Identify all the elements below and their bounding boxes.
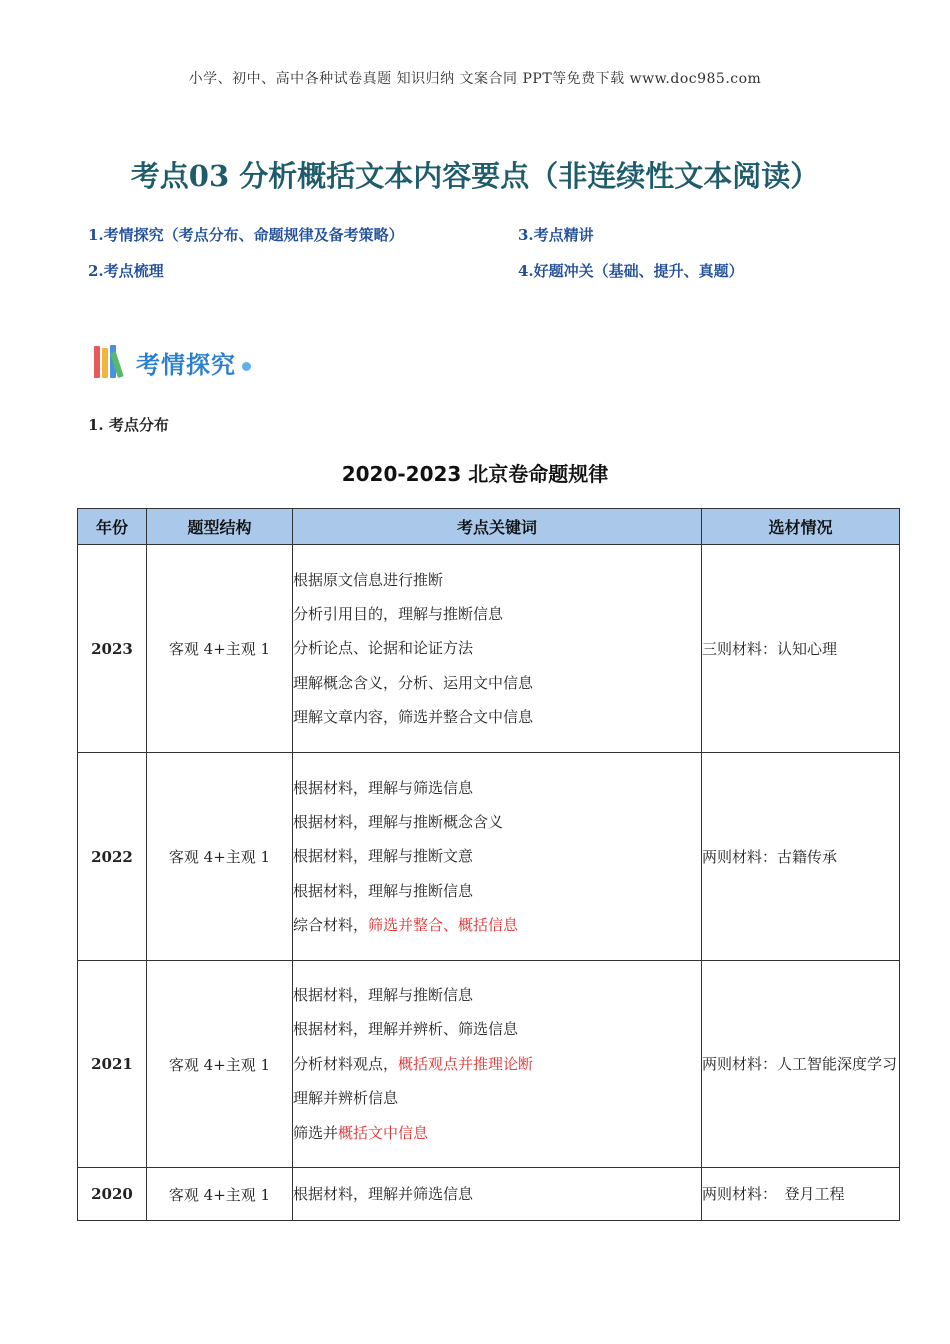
keyword-line: 根据材料，理解并筛选信息: [293, 1184, 474, 1203]
column-header-structure: 题型结构: [147, 509, 293, 545]
material-cell: 两则材料：人工智能深度学习: [702, 961, 900, 1168]
nav-item-practice[interactable]: 4.好题冲关（基础、提升、真题）: [518, 262, 744, 280]
keywords-cell: [293, 753, 702, 961]
keyword-line: 根据材料，理解与推断文意: [293, 847, 474, 866]
keyword-line: 根据材料，理解与推断信息: [293, 881, 474, 900]
keyword-line: 综合材料，筛选并整合、概括信息: [293, 916, 519, 935]
structure-cell: 客观 4+主观 1: [147, 1168, 293, 1221]
section-banner: [92, 340, 251, 384]
year-cell: 2020: [78, 1168, 147, 1221]
keyword-line: 分析材料观点，概括观点并推理论断: [293, 1054, 534, 1073]
column-header-keywords: 考点关键词: [293, 509, 702, 545]
keyword-line: 根据材料，理解与筛选信息: [293, 778, 474, 797]
keyword-line: 根据原文信息进行推断: [293, 570, 444, 589]
keyword-line: 筛选并概括文中信息: [293, 1123, 429, 1142]
structure-cell: 客观 4+主观 1: [147, 545, 293, 753]
column-header-material: 选材情况: [702, 509, 900, 545]
year-cell: 2023: [78, 545, 147, 753]
keyword-line: 根据材料，理解与推断概念含义: [293, 812, 504, 831]
table-row: [78, 545, 900, 753]
table-title: 2020-2023 北京卷命题规律: [341, 462, 609, 486]
bullet-dot-icon: [242, 362, 251, 371]
keywords-cell: [293, 961, 702, 1168]
structure-cell: 客观 4+主观 1: [147, 753, 293, 961]
keyword-line: 根据材料，理解并辨析、筛选信息: [293, 1020, 519, 1039]
keyword-line: 理解概念含义，分析、运用文中信息: [293, 673, 534, 692]
nav-item-key-points[interactable]: 2.考点梳理: [88, 262, 164, 280]
material-cell: 两则材料： 登月工程: [702, 1168, 900, 1221]
keyword-line: 理解并辨析信息: [293, 1089, 399, 1108]
page-title: 考点03 分析概括文本内容要点（非连续性文本阅读）: [130, 159, 820, 193]
column-header-year: 年份: [78, 509, 147, 545]
keywords-cell: [293, 545, 702, 753]
books-icon: [92, 342, 130, 382]
material-cell: 两则材料：古籍传承: [702, 753, 900, 961]
keyword-line: 分析引用目的，理解与推断信息: [293, 604, 504, 623]
table-row: [78, 961, 900, 1168]
nav-item-key-lecture[interactable]: 3.考点精讲: [518, 226, 594, 244]
section-subheading: 1. 考点分布: [88, 416, 169, 434]
section-banner-label: 考情探究: [136, 350, 236, 379]
table-header-row: [78, 509, 900, 545]
site-header-text: 小学、初中、高中各种试卷真题 知识归纳 文案合同 PPT等免费下载 www.doc985.com: [188, 71, 762, 87]
keywords-cell: [293, 1168, 702, 1221]
nav-item-exam-analysis[interactable]: 1.考情探究（考点分布、命题规律及备考策略）: [88, 226, 404, 244]
year-cell: 2021: [78, 961, 147, 1168]
material-cell: 三则材料：认知心理: [702, 545, 900, 753]
exam-rules-table: [77, 508, 900, 1221]
table-row: [78, 1168, 900, 1221]
keyword-line: 分析论点、论据和论证方法: [293, 639, 474, 658]
keyword-line: 根据材料，理解与推断信息: [293, 986, 474, 1005]
keyword-line: 理解文章内容，筛选并整合文中信息: [293, 708, 534, 727]
year-cell: 2022: [78, 753, 147, 961]
structure-cell: 客观 4+主观 1: [147, 961, 293, 1168]
table-row: [78, 753, 900, 961]
